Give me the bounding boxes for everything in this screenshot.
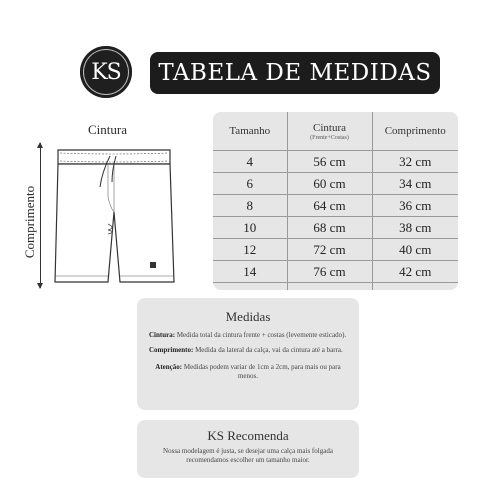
length-arrow <box>40 143 41 288</box>
length-definition <box>149 346 347 355</box>
table-row-empty <box>213 283 458 291</box>
cell-waist: 76 cm <box>287 261 372 283</box>
cell-length: 34 cm <box>372 173 458 195</box>
measurements-info-panel <box>137 298 359 410</box>
table-header-row <box>213 112 458 151</box>
table-row <box>213 239 458 261</box>
cell-waist: 56 cm <box>287 151 372 173</box>
shorts-illustration-icon <box>50 142 180 287</box>
cell-length: 32 cm <box>372 151 458 173</box>
cell-length: 38 cm <box>372 217 458 239</box>
table-row <box>213 217 458 239</box>
attention-note <box>149 363 347 381</box>
recommendation-text: Nossa modelagem é justa, se desejar uma calça mais folgada recomendamos escolher um tamanho maior. <box>163 447 333 464</box>
length-label: Comprimento <box>22 185 37 259</box>
cell-waist: 72 cm <box>287 239 372 261</box>
cell-empty <box>372 283 458 291</box>
measurements-title: Medidas <box>225 309 271 324</box>
cell-size: 10 <box>213 217 287 239</box>
cell-waist: 68 cm <box>287 217 372 239</box>
waist-label: Cintura <box>88 122 127 137</box>
length-term: Comprimento: <box>149 346 194 354</box>
ks-logo <box>80 46 132 98</box>
cell-length: 36 cm <box>372 195 458 217</box>
page-title: TABELA DE MEDIDAS <box>158 60 432 86</box>
recommendation-title: KS Recomenda <box>207 428 289 443</box>
cell-length: 40 cm <box>372 239 458 261</box>
cell-size: 12 <box>213 239 287 261</box>
waist-definition <box>149 331 347 340</box>
cell-size: 4 <box>213 151 287 173</box>
table-row <box>213 195 458 217</box>
header-length: Comprimento <box>372 112 458 151</box>
attention-term: Atenção: <box>155 363 183 371</box>
waist-description: Medida total da cintura frente + costas (levemente esticado). <box>176 331 347 339</box>
size-table <box>213 112 458 290</box>
table-row <box>213 261 458 283</box>
header-size: Tamanho <box>213 112 287 151</box>
recommendation-panel <box>137 420 359 478</box>
cell-size: 6 <box>213 173 287 195</box>
header-waist <box>287 112 372 151</box>
table-row <box>213 151 458 173</box>
cell-empty <box>287 283 372 291</box>
header-waist-label: Cintura <box>313 121 346 134</box>
title-banner <box>150 52 440 94</box>
cell-size: 8 <box>213 195 287 217</box>
cell-empty <box>213 283 287 291</box>
table-row <box>213 173 458 195</box>
length-description: Medida da lateral da calça, vai da cintura até a barra. <box>195 346 343 354</box>
cell-waist: 60 cm <box>287 173 372 195</box>
size-table-grid <box>213 112 458 290</box>
cell-waist: 64 cm <box>287 195 372 217</box>
logo-text: KS <box>91 59 121 85</box>
waist-term: Cintura: <box>149 331 176 339</box>
cell-length: 42 cm <box>372 261 458 283</box>
header-waist-sub: (Frente+Costas) <box>310 134 349 141</box>
cell-size: 14 <box>213 261 287 283</box>
attention-description: Medidas podem variar de 1cm a 2cm, para mais ou para menos. <box>183 363 341 380</box>
